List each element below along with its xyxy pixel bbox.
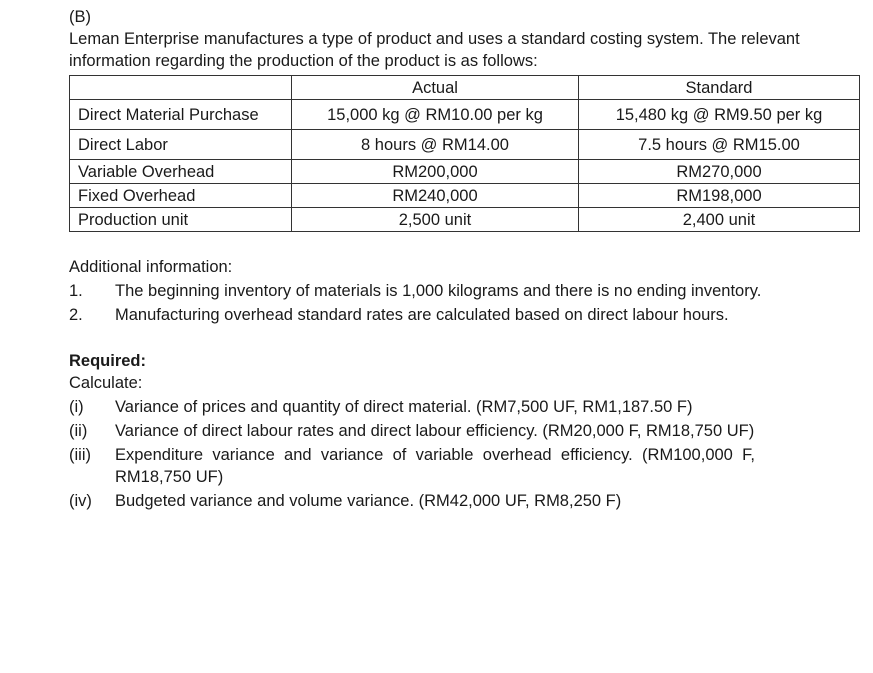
- row-item: Variable Overhead: [70, 160, 292, 184]
- table-row: [70, 100, 860, 130]
- list-item-number: (iii): [69, 446, 91, 464]
- additional-info-section: [69, 256, 859, 326]
- list-item: [69, 490, 859, 512]
- list-item-number: (iv): [69, 492, 92, 510]
- document-page: [69, 6, 859, 512]
- section-label: (B): [69, 8, 91, 26]
- row-actual: 2,500 unit: [292, 208, 579, 232]
- list-item-number: (ii): [69, 422, 88, 440]
- row-standard: 7.5 hours @ RM15.00: [579, 130, 860, 160]
- row-item: Direct Material Purchase: [70, 100, 292, 130]
- list-item-text: Variance of direct labour rates and direct labour efficiency. (RM20,000 F, RM18,750 UF): [115, 422, 755, 440]
- row-actual: RM240,000: [292, 184, 579, 208]
- list-item-number: (i): [69, 398, 84, 416]
- calculate-instruction: Calculate:: [69, 374, 143, 392]
- list-item-number: 1.: [69, 282, 83, 300]
- list-item-text: Manufacturing overhead standard rates are calculated based on direct labour hours.: [115, 306, 729, 324]
- row-actual: 8 hours @ RM14.00: [292, 130, 579, 160]
- row-standard: 2,400 unit: [579, 208, 860, 232]
- header-actual: Actual: [292, 76, 579, 100]
- list-item: [69, 280, 859, 302]
- header-blank: [70, 76, 292, 100]
- required-list: [69, 396, 859, 512]
- additional-heading: Additional information:: [69, 258, 233, 276]
- row-standard: 15,480 kg @ RM9.50 per kg: [579, 100, 860, 130]
- intro-paragraph: Leman Enterprise manufactures a type of product and uses a standard costing system. The relevant information regarding the production of the product is as follows:: [69, 30, 800, 70]
- row-actual: 15,000 kg @ RM10.00 per kg: [292, 100, 579, 130]
- list-item-text: The beginning inventory of materials is 1,000 kilograms and there is no ending inventory.: [115, 282, 762, 300]
- list-item: [69, 396, 859, 418]
- row-item: Production unit: [70, 208, 292, 232]
- list-item-text: Expenditure variance and variance of variable overhead efficiency. (RM100,000 F, RM18,750 UF): [115, 446, 755, 486]
- required-heading: Required:: [69, 352, 147, 370]
- table-row: [70, 184, 860, 208]
- row-actual: RM200,000: [292, 160, 579, 184]
- row-standard: RM198,000: [579, 184, 860, 208]
- table-row: [70, 208, 860, 232]
- list-item: [69, 420, 859, 442]
- table-header-row: [70, 76, 860, 100]
- table-row: [70, 160, 860, 184]
- row-item: Fixed Overhead: [70, 184, 292, 208]
- row-standard: RM270,000: [579, 160, 860, 184]
- cost-table: [69, 75, 860, 232]
- list-item: [69, 304, 859, 326]
- list-item: [69, 444, 859, 488]
- list-item-text: Budgeted variance and volume variance. (RM42,000 UF, RM8,250 F): [115, 492, 622, 510]
- header-standard: Standard: [579, 76, 860, 100]
- list-item-text: Variance of prices and quantity of direct material. (RM7,500 UF, RM1,187.50 F): [115, 398, 693, 416]
- table-row: [70, 130, 860, 160]
- row-item: Direct Labor: [70, 130, 292, 160]
- additional-list: [69, 280, 859, 326]
- list-item-number: 2.: [69, 306, 83, 324]
